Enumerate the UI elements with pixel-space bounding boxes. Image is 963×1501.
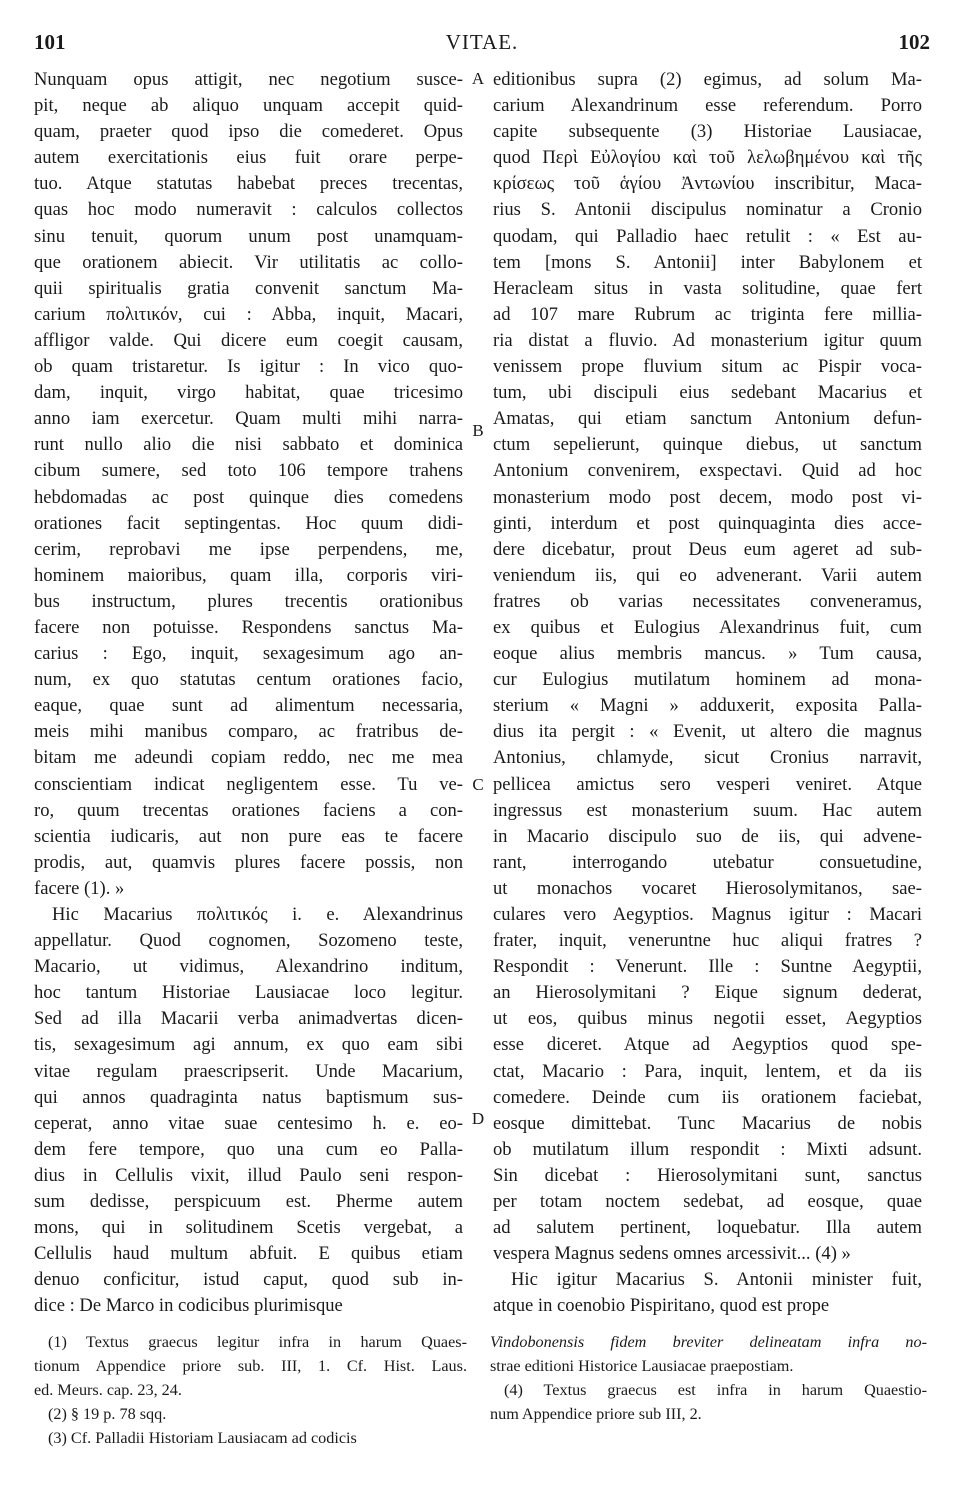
text-line: capite subsequente (3) Historiae Lausiacae, (493, 121, 922, 143)
text-line: facere non potuisse. Respondens sanctus Ma- (34, 616, 463, 638)
text-line: autem exercitationis eius fuit orare perpe- (34, 147, 463, 169)
text-line: num, ex quo statutas centum orationes facio, (34, 669, 463, 691)
text-line: culares vero Aegyptios. Magnus igitur : Macari (493, 904, 922, 925)
right-text-column (493, 67, 922, 1320)
text-line: ob quam tristaretur. Is igitur : In vico quo- (34, 356, 463, 378)
text-line: que orationem abiecit. Vir utilitatis ac collo- (34, 251, 463, 273)
text-line: editionibus supra (2) egimus, ad solum Ma- (493, 69, 922, 90)
text-line: ingressus est monasterium suum. Hac autem (493, 799, 922, 821)
text-line: comedere. Deinde cum iis orationem faciebat, (493, 1086, 922, 1108)
text-line: carium Alexandrinum esse referendum. Porro (493, 95, 922, 117)
text-line: carius : Ego, inquit, sexagesimum ago an- (34, 643, 463, 665)
text-line: atque in coenobio Pispiritano, quod est prope (493, 1295, 830, 1317)
text-line: monasterium modo post decem, modo post vi- (493, 486, 922, 508)
margin-letter-b: B (472, 421, 484, 440)
text-line: ria distat a fluvio. Ad monasterium igitur quum (493, 329, 922, 351)
text-line: Hic Macarius πολιτικός i. e. Alexandrinus (52, 904, 463, 925)
text-line: quam, praeter quod ipso die comederet. Opus (34, 121, 463, 143)
text-line: in Macario discipulo suo de iis, qui advene- (493, 825, 922, 847)
text-line: Sed ad illa Macarii verba animadvertas dicen- (34, 1008, 463, 1030)
margin-letter-a: A (471, 69, 485, 88)
text-line: ad salutem pertinent, loquebatur. Illa autem (493, 1217, 922, 1239)
text-line: Antonius, chlamyde, sicut Cronius narravit, (493, 747, 922, 769)
text-line: Amatas, qui etiam sanctum Antonium defun- (493, 408, 922, 430)
footnote-line: ed. Meurs. cap. 23, 24. (34, 1381, 182, 1399)
text-line: runt nullo alio die nisi sabbato et dominica (34, 434, 463, 456)
margin-letter-c: C (472, 775, 484, 794)
text-line: quii spiritualis gratia convenit sanctum Ma- (34, 277, 463, 299)
text-line: sum dedisse, perspicuum est. Pherme autem (34, 1191, 463, 1213)
text-line: quodam, qui Palladio haec retulit : « Est au- (493, 225, 922, 247)
text-line: Cellulis haud multum abfuit. E quibus etiam (34, 1243, 463, 1265)
text-line: mons, qui in solitudinem Scetis vergebat, a (34, 1217, 463, 1239)
text-line: pit, neque ab aliquo unquam accepit quid- (34, 95, 463, 117)
text-line: vitae regulam praescripserit. Unde Macarium, (34, 1060, 463, 1082)
text-line: cerim, reprobavi me ipse perpendens, me, (34, 538, 463, 560)
text-line: ctat, Macario : Para, inquit, lentem, et da iis (493, 1060, 922, 1082)
text-line: Heracleam situs in vasta solitudine, quae fert (493, 277, 922, 299)
text-line: fratres ob varias necessitates conveneramus, (493, 590, 922, 612)
text-line: sterium « Magni » adduxerit, exposita Palla- (493, 695, 922, 717)
text-line: dice : De Marco in codicibus plurimisque (34, 1295, 343, 1317)
text-line: affligor valde. Qui dicere eum coegit causam, (34, 329, 463, 351)
text-line: ad 107 mare Rubrum ac triginta fere millia- (493, 303, 922, 325)
text-line: bitam me adeundi copiam reddo, nec me mea (34, 747, 463, 769)
text-line: facere (1). » (34, 877, 125, 899)
text-line: vespera Magnus sedens omnes arcessivit... (4) » (493, 1243, 851, 1265)
footnote-line: Vindobonensis fidem breviter delineatam infra no- (490, 1333, 927, 1351)
text-line: tis, sexagesimum agi annum, ex quo eam sibi (34, 1034, 463, 1056)
text-line: qui annos quadraginta natus baptismum sus- (34, 1086, 463, 1108)
text-line: hoc tantum Historiae Lausiacae loco legitur. (34, 982, 463, 1004)
text-line: eoque alius membris mancus. » Tum causa, (493, 643, 922, 665)
text-line: anno iam exercetur. Quam multi mihi narra- (34, 408, 463, 430)
text-line: Hic igitur Macarius S. Antonii minister fuit, (511, 1269, 922, 1291)
footnote-line: num Appendice priore sub III, 2. (490, 1405, 702, 1423)
text-line: cur Eulogius mutilatum hominem ad mona- (493, 669, 922, 691)
text-line: frater, inquit, veneruntne huc aliqui fratres ? (493, 930, 922, 952)
text-line: per totam noctem sedebat, ad eosque, quae (493, 1191, 922, 1213)
text-line: carium πολιτικόν, cui : Abba, inquit, Macari, (34, 303, 463, 325)
left-page-number: 101 (34, 30, 66, 54)
text-line: quod Περὶ Εὐλογίου καὶ τοῦ λελωβημένου καὶ τῆς (493, 147, 922, 169)
text-line: pellicea amictus sero vesperi veniret. Atque (493, 773, 922, 795)
text-line: κρίσεως τοῦ ἁγίου Ἀντωνίου inscribitur, Maca- (493, 173, 922, 195)
text-line: eosque dimittebat. Tunc Macarius de nobis (493, 1112, 922, 1134)
footnote-line: (4) Textus graecus est infra in harum Quaestio- (504, 1381, 927, 1399)
text-line: sinu tenuit, quorum unum post unamquam- (34, 225, 463, 247)
text-line: venissem prope fluvium situm ac Pispir voca- (493, 356, 922, 378)
text-line: tum, ubi discipuli eius sedebant Macarius et (493, 382, 922, 404)
text-line: hominem maioribus, quam illa, corporis viri- (34, 564, 463, 586)
text-line: an Hierosolymitani ? Eique signum dederat, (493, 982, 922, 1004)
text-line: Respondit : Venerunt. Ille : Suntne Aegyptii, (493, 956, 922, 978)
text-line: Macario, ut vidimus, Alexandrino inditum, (34, 956, 463, 978)
footnotes-right (490, 1330, 927, 1426)
text-line: appellatur. Quod cognomen, Sozomeno teste, (34, 930, 463, 952)
footnote-line: (2) § 19 p. 78 sqq. (48, 1405, 167, 1423)
text-line: meis mihi manibus comparo, ac fratribus de- (34, 721, 463, 743)
text-line: ctum sepelierunt, quinque diebus, ut sanctum (493, 434, 922, 456)
text-line: prodis, aut, quamvis plures facere possis, non (34, 851, 463, 873)
footnote-line: (3) Cf. Palladii Historiam Lausiacam ad codicis (48, 1429, 357, 1447)
text-line: rant, interrogando utebatur consuetudine, (493, 851, 922, 873)
text-line: ut eos, quibus minus negotii esset, Aegyptios (493, 1008, 922, 1030)
text-line: dius ita pergit : « Evenit, ut altero die magnus (493, 721, 922, 743)
text-line: ob mutilatum illum respondit : Mixti adsunt. (493, 1138, 922, 1160)
text-line: orationes facit septingentas. Hoc quum didi- (34, 512, 463, 534)
text-line: ut monachos vocaret Hierosolymitanos, sae- (493, 877, 922, 899)
text-line: tem [mons S. Antonii] inter Babylonem et (493, 251, 922, 273)
text-line: Sin dicebat : Hierosolymitani sunt, sanctus (493, 1164, 922, 1186)
running-header (34, 30, 930, 60)
text-line: bus instructum, plures trecentis orationibus (34, 590, 463, 612)
text-line: cibum sumere, sed toto 106 tempore trahens (34, 460, 463, 482)
footnote-line: strae editioni Historice Lausiacae praepostiam. (490, 1357, 794, 1375)
text-line: hebdomadas ac post quinque dies comedens (34, 486, 463, 508)
text-line: Antonium convenirem, exspectavi. Quid ad hoc (493, 460, 922, 482)
left-text-column (34, 67, 463, 1320)
footnote-line: tionum Appendice priore sub. III, 1. Cf. Hist. Laus. (34, 1357, 467, 1375)
text-line: dius in Cellulis vixit, illud Paulo seni respon- (34, 1164, 463, 1186)
footnote-line: (1) Textus graecus legitur infra in harum Quaes- (48, 1333, 467, 1351)
text-line: conscientiam indicat negligentem esse. Tu ve- (34, 773, 463, 795)
footnotes-left (34, 1330, 467, 1450)
text-line: dem fere tempore, quo una cum eo Palla- (34, 1138, 463, 1160)
text-line: quas hoc modo numeravit : calculos collectos (34, 199, 463, 221)
text-line: ginti, interdum et post quinquaginta dies acce- (493, 512, 922, 534)
running-title: VITAE. (445, 30, 519, 54)
text-line: ceperat, anno vitae suae centesimo h. e. eo- (34, 1112, 463, 1134)
text-line: tuo. Atque statutas habebat preces trecentas, (34, 173, 463, 195)
text-line: denuo conficitur, istud caput, quod sub in- (34, 1269, 463, 1291)
text-line: scientia iudicaris, aut non pure eas te facere (34, 825, 463, 847)
text-line: ex quibus et Eulogius Alexandrinus fuit, cum (493, 616, 922, 638)
text-line: rius S. Antonii discipulus nominatur a Cronio (493, 199, 922, 221)
text-line: dam, inquit, virgo habitat, quae tricesimo (34, 382, 463, 404)
text-line: ro, quum trecentas orationes faciens a con- (34, 799, 463, 821)
margin-letter-d: D (471, 1109, 485, 1128)
text-line: dere dicebatur, prout Deus eum ageret ad sub- (493, 538, 922, 560)
text-line: esse diceret. Atque ad Aegyptios quod spe- (493, 1034, 922, 1056)
text-line: veniendum iis, qui eo advenerant. Varii autem (493, 564, 922, 586)
right-page-number: 102 (898, 30, 930, 54)
text-line: Nunquam opus attigit, nec negotium susce- (34, 69, 463, 90)
text-line: eaque, quae sunt ad alimentum necessaria, (34, 695, 463, 717)
